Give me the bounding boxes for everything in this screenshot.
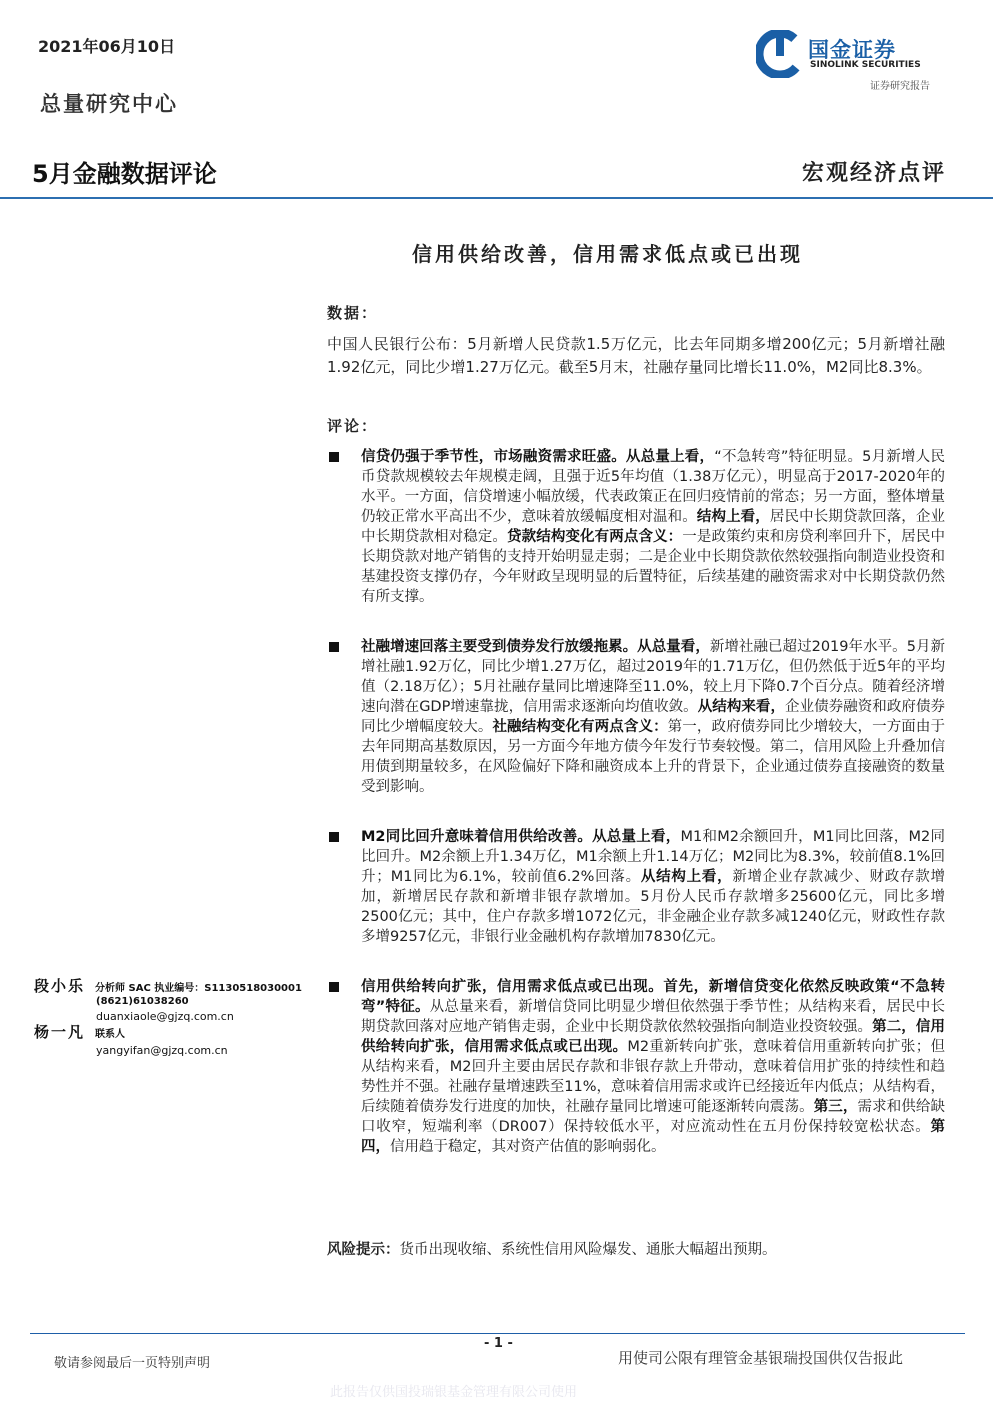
bullet-bold-phrase: 社融结构变化有两点含义： [492,719,668,735]
bullet-bold-phrase: 从结构上看， [640,869,733,885]
bullet-bold-phrase: 贷款结构变化有两点含义： [507,529,683,545]
bullet-text: 从总量来看，新增信贷同比明显少增但依然强于季节性；从结构来看，居民中长期贷款回落对应地产销售走弱，企业中长期贷款依然较强指向制造业投资较强。 [361,999,946,1035]
risk-label: 风险提示： [327,1242,400,1258]
page-number: - 1 - [484,1336,513,1351]
bullet-bold-phrase: 结构上看， [696,509,770,525]
bullet-text: 需求和供给缺口收窄，短端利率（DR007）保持较低水平，对应流动性在五月份保持较宽松状态。 [361,1099,946,1135]
bullet-bold-phrase: 第二，信用供给转向扩张，信用需求低点或已出现。 [361,1019,946,1055]
logo-english-name: SINOLINK SECURITIES [810,60,921,70]
bullet-bold-phrase: 第三， [813,1099,858,1115]
bullet-text: M1和M2余额回升，M1同比回落，M2同比回升。M2余额上升1.34万亿，M1余额上升1.14万亿；M2同比为8.3%，较前值8.1%回升；M1同比为6.1%，较前值6.2%回落。 [361,829,945,885]
analyst-email[interactable]: duanxiaole@gjzq.com.cn [96,1010,234,1023]
disclaimer-note: 敬请参阅最后一页特别声明 [54,1356,211,1371]
watermark-text: 此报告仅供国投瑞银基金管理有限公司使用 [330,1385,578,1400]
bullet-text: 第一，政府债券同比少增较大，一方面由于去年同期高基数原因，另一方面今年地方债今年发行节奏较慢。第二，信用风险上升叠加信用债到期量较多，在风险偏好下降和融资成本上升的背景下，企业通过债券直接融资的数量受到影响。 [361,719,946,795]
bullet-text: 信用趋于稳定，其对资产估值的影响弱化。 [390,1139,666,1155]
contact-email[interactable]: yangyifan@gjzq.com.cn [96,1044,228,1057]
bullet-marker [329,452,339,462]
bullet-text: 一是政策约束和房贷利率回升下，居民中长期贷款对地产销售的支持开始明显走弱；二是企业中长期贷款依然较强指向制造业投资和基建投资支撑仍存，今年财政呈现明显的后置特征，后续基建的融资需求对中长期贷款仍然有所支撑。 [361,529,946,605]
bullet-paragraph [361,637,945,797]
bullet-bold-phrase: 从结构来看， [697,699,786,715]
bullet-bold-phrase: 信贷仍强于季节性，市场融资需求旺盛。从总量上看， [361,449,715,465]
comment-section-label: 评论： [327,417,379,435]
report-category-label: 证券研究报告 [870,81,930,92]
analyst-name: 段小乐 [34,977,86,995]
report-type: 宏观经济点评 [802,160,947,186]
bullet-paragraph [361,447,945,607]
bullet-text: 新增社融已超过2019年水平。5月新增社融1.92万亿，同比少增1.27万亿，超过2019年的1.71万亿，但仍然低于近5年的平均值（2.18万亿）；5月社融存量同比增速降至11.0%，较上月下降0.7个百分点。随着经济增速向潜在GDP增速靠拢，信用需求逐渐向均值收敛。 [361,639,945,715]
bullet-text: 新增企业存款减少、财政存款增加，新增居民存款和新增非银存款增加。5月份人民币存款增多25600亿元，同比多增2500亿元；其中，住户存款多增1072亿元，非金融企业存款多减1240亿元，财政性存款多增9257亿元，非银行业金融机构存款增加7830亿元。 [361,869,945,945]
bullet-paragraph [361,977,945,1157]
bullet-bold-phrase: M2同比回升意味着信用供给改善。从总量上看， [361,829,681,845]
analyst-block [34,975,302,1023]
bullet-text: 企业债券融资和政府债券同比少增幅度较大。 [361,699,946,735]
header-divider [0,197,993,199]
analyst-phone: (8621)61038260 [96,996,189,1007]
bullet-text: 居民中长期贷款回落，企业中长期贷款相对稳定。 [361,509,946,545]
contact-name: 杨一凡 [34,1023,86,1041]
report-headline: 信用供给改善，信用需求低点或已出现 [412,242,803,266]
analyst-role: 分析师 SAC 执业编号：S1130518030001 [95,983,302,994]
footer-divider [30,1333,965,1334]
bullet-bold-phrase: 信用供给转向扩张，信用需求低点或已出现。首先，新增信贷变化依然反映政策“不急转弯”特征。 [361,979,945,1015]
bullet-marker [329,832,339,842]
bullet-paragraph [361,827,945,947]
data-section-label: 数据： [327,304,379,322]
sinolink-logo-icon [756,30,804,78]
risk-text: 货币出现收缩、系统性信用风险爆发、通胀大幅超出预期。 [399,1242,777,1258]
footer-usage-notice: 用使司公限有理管金基银瑞投国供仅告报此 [618,1349,904,1367]
bullet-text: “不急转弯”特征明显。5月新增人民币贷款规模较去年规模走阔，且强于近5年均值（1.38万亿元），明显高于2017-2020年的水平。一方面，信贷增速小幅放缓，代表政策正在回归疫情前的常态；另一方面，整体增量仍较正常水平高出不少，意味着放缓幅度相对温和。 [361,449,945,525]
bullet-marker [329,982,339,992]
bullet-bold-phrase: 第四， [361,1119,945,1155]
company-logo [756,30,946,80]
contact-block [34,1021,228,1057]
report-date: 2021年06月10日 [38,37,176,56]
data-section-text: 中国人民银行公布：5月新增人民贷款1.5万亿元，比去年同期多增200亿元；5月新增社融1.92亿元，同比少增1.27万亿元。截至5月末，社融存量同比增长11.0%，M2同比8.3%。 [327,335,945,376]
contact-role: 联系人 [95,1029,126,1040]
page-title: 5月金融数据评论 [32,160,217,188]
logo-chinese-name: 国金证券 [808,38,896,62]
bullet-text: M2重新转向扩张，意味着信用重新转向扩张；但从结构来看，M2回升主要由居民存款和非银存款上升带动，意味着信用扩张的持续性和趋势性并不强。社融存量增速跌至11%，意味着信用需求或许已经接近年内低点；从结构看，后续随着债券发行进度的加快，社融存量同比增速可能逐渐转向震荡。 [361,1039,946,1115]
risk-warning [327,1238,777,1259]
department-name: 总量研究中心 [40,91,178,116]
bullet-bold-phrase: 社融增速回落主要受到债券发行放缓拖累。从总量看， [361,639,710,655]
bullet-marker [329,642,339,652]
